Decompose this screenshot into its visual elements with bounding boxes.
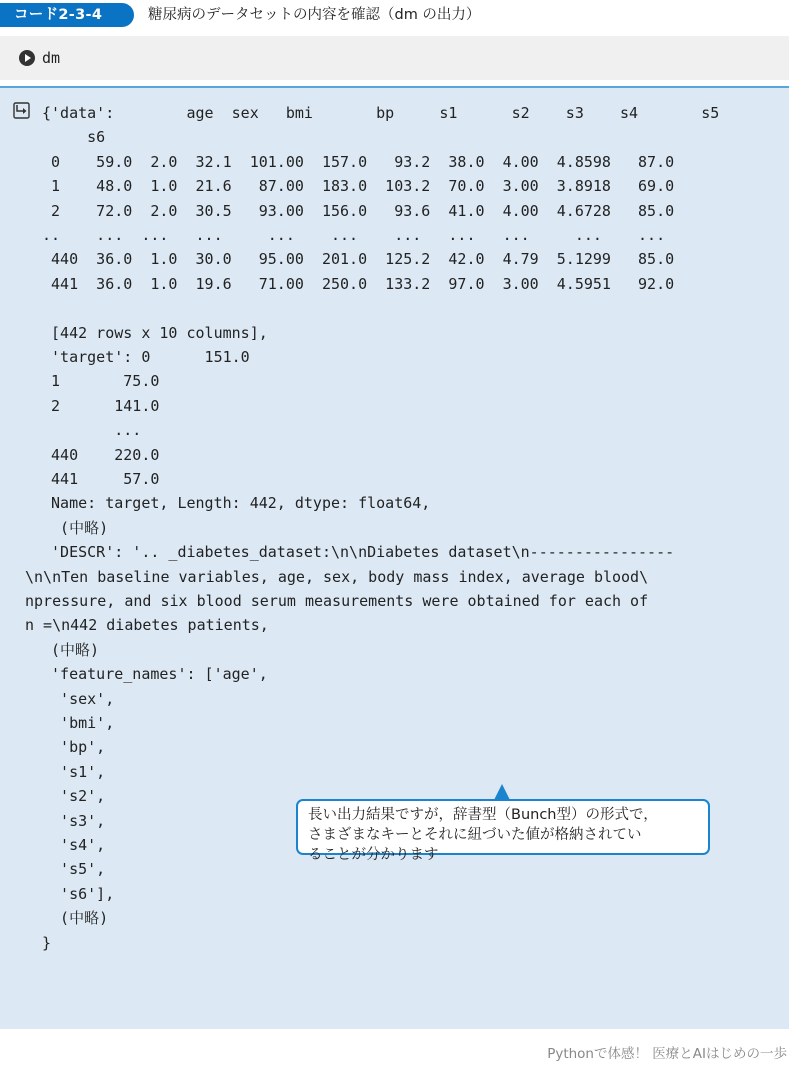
output-line: \n\nTen baseline variables, age, sex, body mass index, average blood\ <box>25 567 649 586</box>
output-line: 441 36.0 1.0 19.6 71.00 250.0 133.2 97.0 3.00 4.5951 92.0 <box>42 274 675 293</box>
output-line: s6 <box>42 128 106 147</box>
output-line: 'feature_names': ['age', <box>42 665 268 684</box>
output-line: n =\n442 diabetes patients, <box>25 616 269 635</box>
output-line: 441 57.0 <box>42 470 160 488</box>
figure-header <box>0 0 789 30</box>
code-output-cell <box>0 86 789 1029</box>
output-line: {'data': age sex bmi bp s1 s2 s3 s4 s5 <box>42 104 720 122</box>
output-line: (中略) <box>42 518 109 537</box>
annotation-callout <box>296 799 710 863</box>
output-line: ... <box>42 421 142 440</box>
output-line: 'sex', <box>42 689 115 708</box>
output-line: [442 rows x 10 columns], <box>42 323 268 342</box>
output-line: } <box>42 933 52 952</box>
output-line: 's1', <box>42 762 106 781</box>
output-line: 'bmi', <box>42 714 115 732</box>
output-line: (中略) <box>42 909 109 928</box>
output-line: (中略) <box>42 640 100 659</box>
output-line: 1 48.0 1.0 21.6 87.00 183.0 103.2 70.0 3.00 3.8918 69.0 <box>42 177 675 196</box>
play-circle-icon[interactable] <box>18 49 36 67</box>
figure-title: 糖尿病のデータセットの内容を確認（dm の出力） <box>148 7 481 23</box>
output-line: 'DESCR': '.. _diabetes_dataset:\n\nDiabetes dataset\n---------------- <box>42 543 675 562</box>
callout-text-line: 長い出力結果ですが，辞書型（Bunch型）の形式で， <box>308 807 658 823</box>
output-line: 2 72.0 2.0 30.5 93.00 156.0 93.6 41.0 4.00 4.6728 85.0 <box>42 201 675 220</box>
callout-text-line: さまざまなキーとそれに紐づいた値が格納されてい <box>308 827 642 843</box>
output-line: Name: target, Length: 442, dtype: float64, <box>42 494 431 513</box>
output-line: 0 59.0 2.0 32.1 101.00 157.0 93.2 38.0 4.00 4.8598 87.0 <box>42 152 675 171</box>
arrow-right-box-icon[interactable] <box>13 102 30 119</box>
output-line: 1 75.0 <box>42 372 160 391</box>
output-line: 'bp', <box>42 738 106 757</box>
output-line: .. ... ... ... ... ... ... ... ... ... ... <box>42 226 666 244</box>
output-line: 'target': 0 151.0 <box>42 348 250 366</box>
code-input-cell[interactable] <box>0 36 789 80</box>
page-footer: Pythonで体感！ 医療とAIはじめの一歩 <box>547 1046 787 1062</box>
output-line: 's2', <box>42 787 106 806</box>
output-line: 's6'], <box>42 884 115 903</box>
callout-text-line: ることが分かります <box>308 847 439 863</box>
output-line: 's3', <box>42 811 106 830</box>
code-number-badge: コード2-3-4 <box>0 3 134 27</box>
code-text[interactable]: dm <box>42 49 61 67</box>
output-line: 440 220.0 <box>42 445 160 464</box>
output-line: npressure, and six blood serum measurements were obtained for each of <box>25 592 649 610</box>
output-line: 's4', <box>42 836 106 854</box>
callout-pointer <box>494 784 510 800</box>
output-line: 2 141.0 <box>42 396 160 415</box>
output-line: 's5', <box>42 860 106 879</box>
output-line: 440 36.0 1.0 30.0 95.00 201.0 125.2 42.0 4.79 5.1299 85.0 <box>42 250 675 269</box>
